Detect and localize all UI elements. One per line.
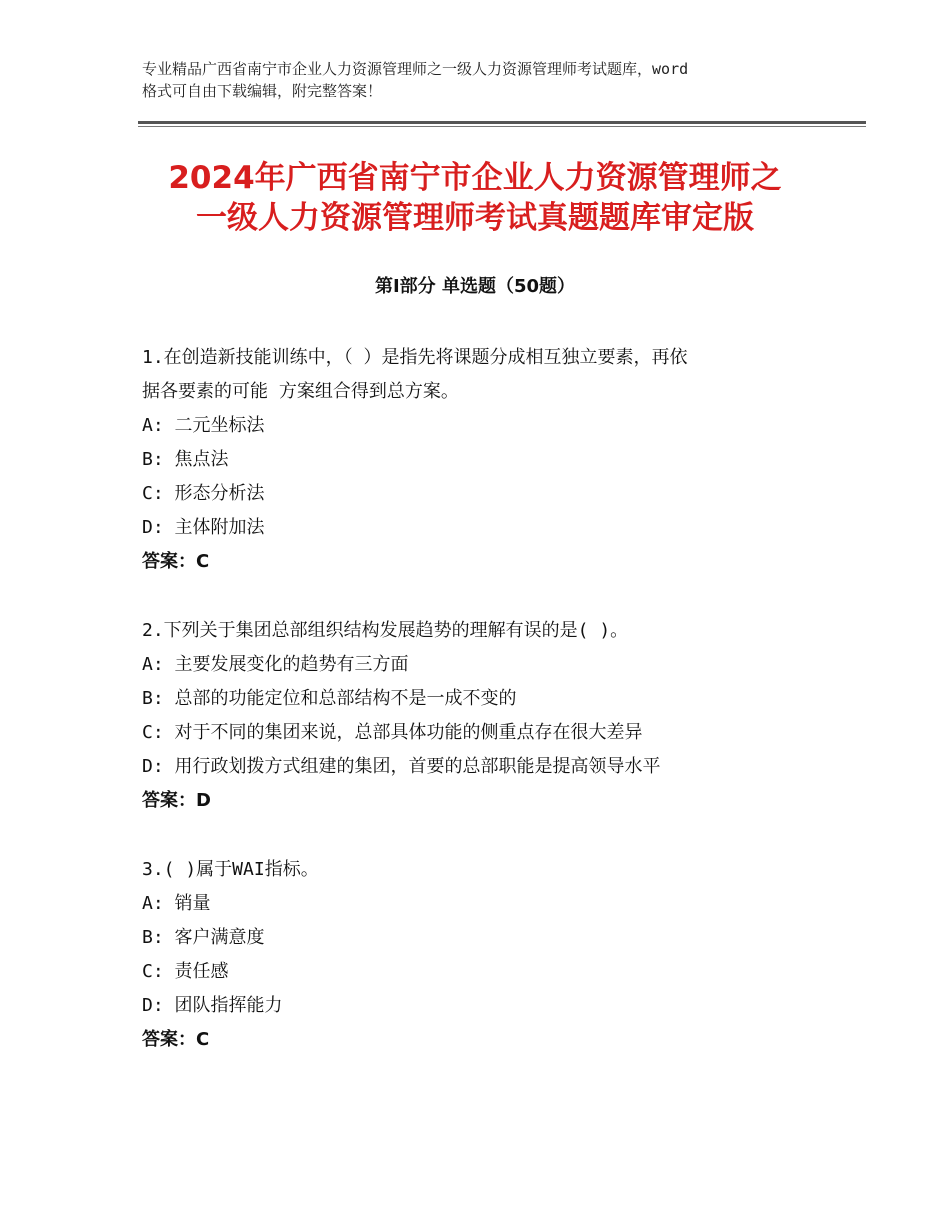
option-d: D: 团队指挥能力: [142, 995, 283, 1016]
option-a: A: 销量: [142, 893, 211, 914]
section-heading: 第Ⅰ部分 单选题（50题）: [374, 276, 575, 297]
question-item: [142, 341, 842, 579]
question-stem: 3.( )属于WAI指标。: [142, 859, 319, 880]
answer-label: 答案：C: [142, 1029, 210, 1050]
header-divider-thin: [138, 126, 866, 127]
document-title: [100, 158, 850, 238]
option-c: C: 对于不同的集团来说，总部具体功能的侧重点存在很大差异: [142, 722, 643, 743]
header-note-line: 专业精品广西省南宁市企业人力资源管理师之一级人力资源管理师考试题库，word: [142, 60, 689, 78]
header-note-line: 格式可自由下载编辑，附完整答案！: [142, 82, 383, 100]
header-note: [142, 58, 832, 102]
option-a: A: 主要发展变化的趋势有三方面: [142, 654, 409, 675]
document-title-line: 2024年广西省南宁市企业人力资源管理师之: [168, 160, 782, 196]
option-a: A: 二元坐标法: [142, 415, 265, 436]
question-stem: 据各要素的可能 方案组合得到总方案。: [142, 381, 459, 402]
option-b: B: 客户满意度: [142, 927, 265, 948]
question-stem: 1.在创造新技能训练中，（ ）是指先将课题分成相互独立要素，再依: [142, 347, 688, 368]
question-item: [142, 853, 842, 1057]
option-d: D: 主体附加法: [142, 517, 265, 538]
question-item: [142, 614, 842, 818]
option-c: C: 形态分析法: [142, 483, 265, 504]
option-b: B: 总部的功能定位和总部结构不是一成不变的: [142, 688, 517, 709]
option-d: D: 用行政划拨方式组建的集团，首要的总部职能是提高领导水平: [142, 756, 661, 777]
document-title-line: 一级人力资源管理师考试真题题库审定版: [196, 200, 754, 236]
header-divider: [138, 121, 866, 124]
answer-label: 答案：C: [142, 551, 210, 572]
question-stem: 2.下列关于集团总部组织结构发展趋势的理解有误的是( )。: [142, 620, 629, 641]
answer-label: 答案：D: [142, 790, 211, 811]
option-c: C: 责任感: [142, 961, 229, 982]
option-b: B: 焦点法: [142, 449, 229, 470]
